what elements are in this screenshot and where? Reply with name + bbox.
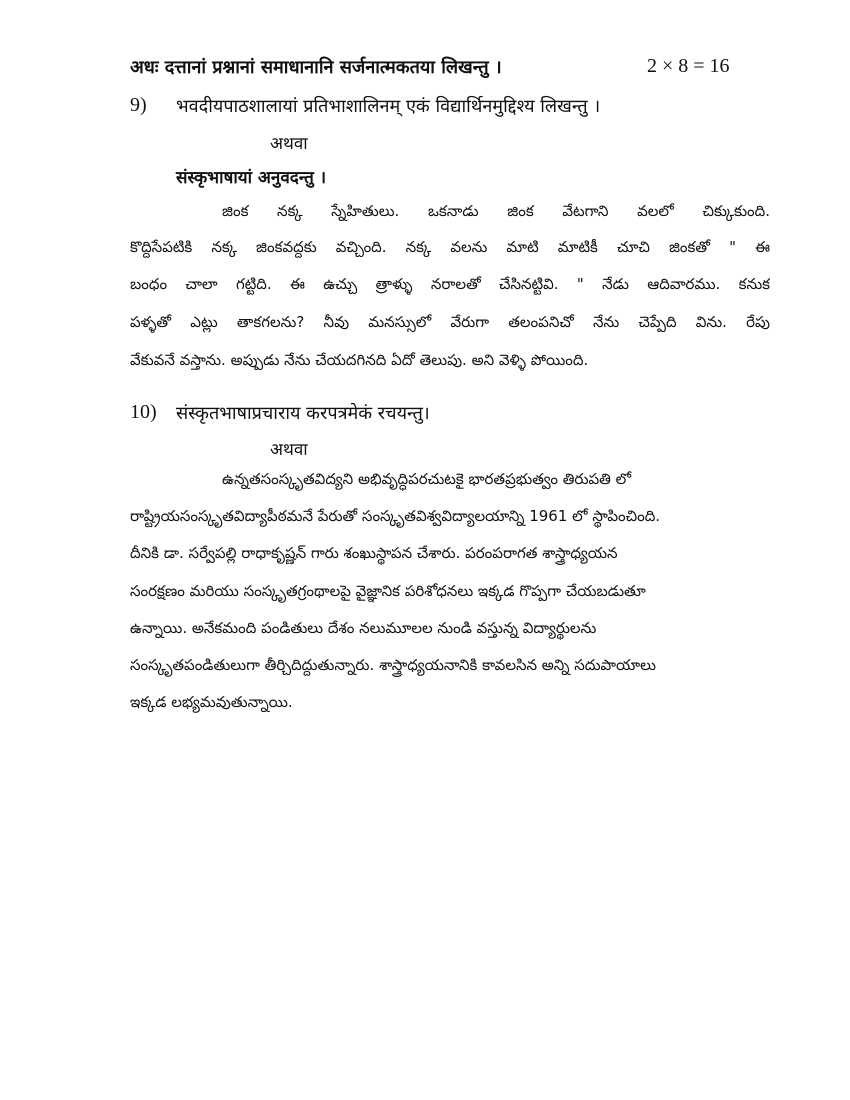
question-10-or: अथवा bbox=[270, 440, 308, 460]
question-10-text: संस्कृतभाषाप्रचाराय करपत्रमेकं रचयन्तु। bbox=[176, 403, 430, 424]
question-9-passage-line: జింక నక్క స్నేహితులు. ఒకనాడు జింక వేటగాని వలలో చిక్కుకుంది. bbox=[222, 202, 770, 220]
question-9-text: भवदीयपाठशालायां प्रतिभाशालिनम् एकं विद्यार्थिनमुद्दिश्य लिखन्तु । bbox=[176, 96, 601, 117]
question-10-passage-line: రాష్ట్రియసంస్కృతవిద్యాపీఠమనే పేరుతో సంస్కృతవిశ్వవిద్యాలయాన్ని 1961 లో స్థాపించింది. bbox=[130, 507, 661, 525]
question-10-passage-line: ఉన్నాయి. అనేకమంది పండితులు దేశం నలుమూలల నుండి వస్తున్న విద్యార్థులను bbox=[130, 619, 597, 637]
question-9-passage-line: బంధం చాలా గట్టిది. ఈ ఉచ్చు త్రాళ్ళు నరాలతో చేసినట్టివి. " నేడు ఆదివారము. కనుక bbox=[130, 275, 770, 293]
question-9-passage-line: వేకువనే వస్తాను. అప్పుడు నేను చేయదగినది ఏదో తెలుపు. అని వెళ్ళి పోయింది. bbox=[130, 351, 589, 369]
question-10-passage-line: సంరక్షణం మరియు సంస్కృతగ్రంథాలపై వైజ్ఞానిక పరిశోధనలు ఇక్కడ గొప్పగా చేయబడుతూ bbox=[130, 582, 646, 600]
question-10-passage-line: దీనికి డా. సర్వేపల్లి రాధాకృష్ణన్ గారు శంఖుస్థాపన చేశారు. పరంపరాగత శాస్త్రాధ్యయన bbox=[130, 544, 618, 562]
question-9-passage-line: కొద్దిసేపటికి నక్క జింకవద్దకు వచ్చింది. నక్క వలను మాటి మాటికీ చూచి జింకతో " ఈ bbox=[130, 238, 770, 256]
question-9-subheading: संस्कृभाषायां अनुवदन्तु । bbox=[176, 168, 327, 188]
question-10-passage-line: ఇక్కడ లభ్యమవుతున్నాయి. bbox=[130, 693, 293, 711]
question-10-passage-line: సంస్కృతపండితులుగా తీర్చిదిద్దుతున్నారు. శాస్త్రాధ్యయనానికి కావలసిన అన్ని సదుపాయాలు bbox=[130, 656, 656, 674]
marks-allocation: 2 × 8 = 16 bbox=[647, 55, 730, 77]
question-9-number: 9) bbox=[130, 94, 147, 116]
question-10-passage-line: ఉన్నతసంస్కృతవిద్యని అభివృద్ధిపరచుటకై భారతప్రభుత్వం తిరుపతి లో bbox=[222, 470, 632, 488]
question-9-or: अथवा bbox=[270, 134, 308, 154]
question-9-passage-line: పళ్ళతో ఎట్లు తాకగలను? నీవు మనస్సులో వేరుగా తలంపనిచో నేను చెప్పేది విను. రేపు bbox=[130, 313, 770, 331]
section-instruction: अधः दत्तानां प्रश्नानां समाधानानि सर्जनात्मकतया लिखन्तु । bbox=[130, 57, 502, 78]
question-10-number: 10) bbox=[130, 401, 157, 423]
